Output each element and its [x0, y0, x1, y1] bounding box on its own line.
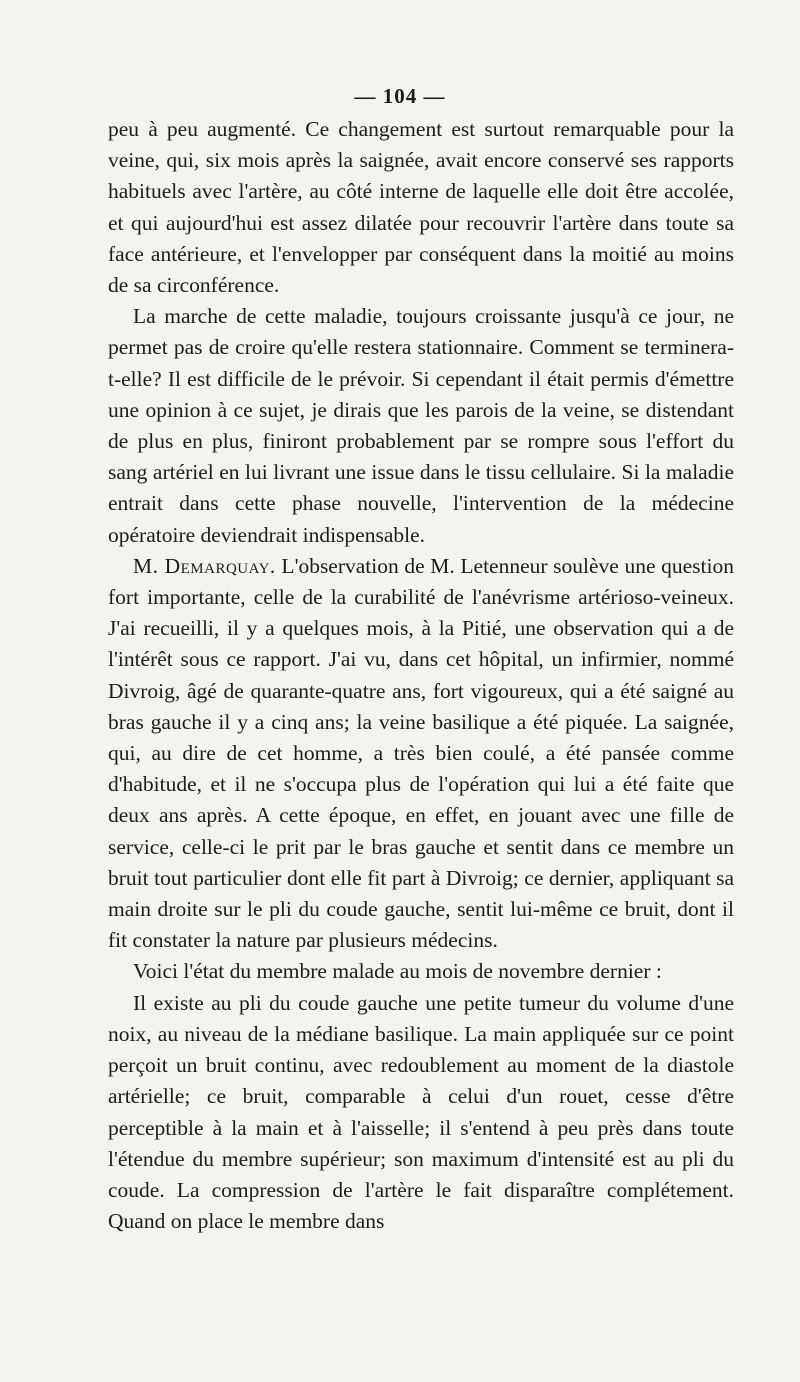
paragraph-1: peu à peu augmenté. Ce changement est surtout remarquable pour la veine, qui, six mois après la saignée, avait encore conservé ses rapports habituels avec l'artère, au côté interne de laquelle elle doit être accolée, et qui aujourd'hui est assez dilatée pour recouvrir l'artère dans toute sa face antérieure, et l'envelopper par conséquent dans la moitié au moins de sa circonférence. — [108, 117, 734, 298]
paragraph-5: Il existe au pli du coude gauche une petite tumeur du volume d'une noix, au niveau de la médiane basilique. La main appliquée sur ce point perçoit un bruit continu, avec redoublement au moment de la diastole artérielle; ce bruit, comparable à celui d'un rouet, cesse d'être perceptible à la main et à l'aisselle; il s'entend à peu près dans toute l'étendue du membre supérieur; son maximum d'intensité est au pli du coude. La compression de l'artère le fait disparaître complétement. Quand on place le membre dans — [108, 990, 734, 1234]
paragraph-3-text: L'observation de M. Letenneur soulève une question fort importante, celle de la curabilité de l'anévrisme artérioso-veineux. J'ai recueilli, il y a quelques mois, à la Pitié, une observation qui a de l'intérêt sous ce rapport. J'ai vu, dans cet hôpital, un infirmier, nommé Divroig, âgé de quarante-quatre ans, fort vigoureux, qui a été saigné au bras gauche il y a cinq ans; la veine basilique a été piquée. La saignée, qui, au dire de cet homme, a très bien coulé, a été pansée comme d'habitude, et il ne s'occupa plus de l'opération qui lui a été faite que deux ans après. A cette époque, en effet, en jouant avec une fille de service, celle-ci le prit par le bras gauche et sentit dans ce membre un bruit tout particulier dont elle fit part à Divroig; ce dernier, appliquant sa main droite sur le pli du coude gauche, sentit lui-même ce bruit, dont il fit constater la nature par plusieurs médecins. — [108, 553, 734, 953]
page-number: — 104 — — [354, 84, 446, 108]
paragraph-3 — [108, 551, 734, 957]
speaker-name: M. Demarquay. — [133, 553, 276, 578]
paragraph-2: La marche de cette maladie, toujours croissante jusqu'à ce jour, ne permet pas de croire qu'elle restera stationnaire. Comment se terminera-t-elle? Il est difficile de le prévoir. Si cependant il était permis d'émettre une opinion à ce sujet, je dirais que les parois de la veine, se distendant de plus en plus, finiront probablement par se rompre sous l'effort du sang artériel en lui livrant une issue dans le tissu cellulaire. Si la maladie entrait dans cette phase nouvelle, l'intervention de la médecine opératoire deviendrait indispensable. — [108, 304, 734, 547]
paragraph-4: Voici l'état du membre malade au mois de novembre dernier : — [133, 959, 662, 984]
body-text — [108, 114, 734, 1237]
